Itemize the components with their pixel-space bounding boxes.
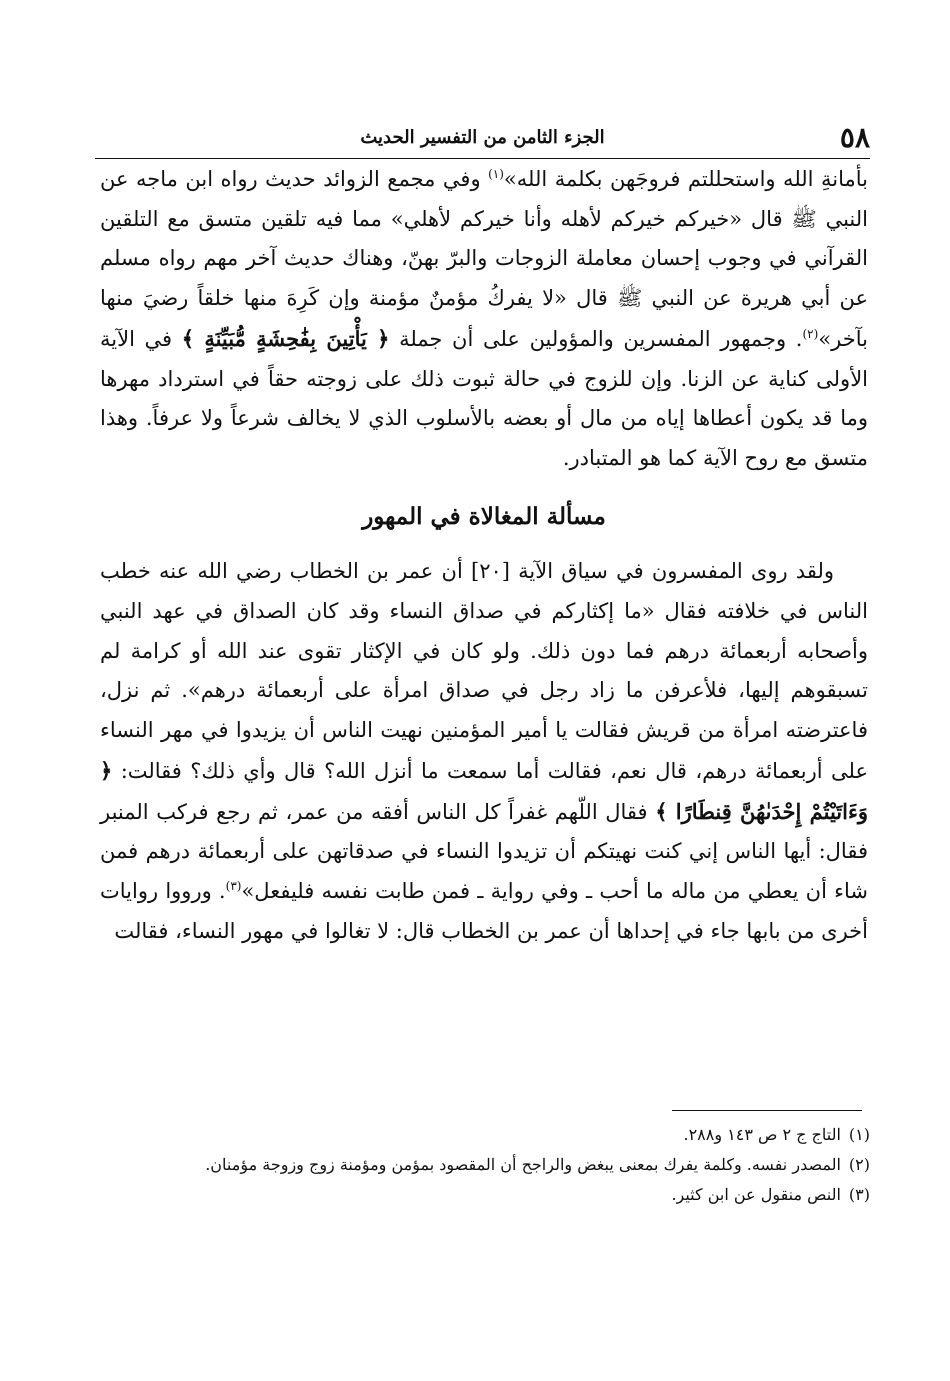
footnote-text: المصدر نفسه. وكلمة يفرك بمعنى يبغض والراجح أن المقصود بمؤمن ومؤمنة زوج وزوجة مؤمنان. xyxy=(205,1155,841,1174)
page-header xyxy=(95,118,870,159)
footnote-1 xyxy=(110,1120,870,1150)
footnote-text: النص منقول عن ابن كثير. xyxy=(671,1185,841,1204)
paragraph-1 xyxy=(100,160,868,479)
footnote-number: (١) xyxy=(848,1125,870,1144)
p2-text-c: . ورووا روايات أخرى من بابها جاء في إحداها أن عمر بن الخطاب قال: لا تغالوا في مهور النساء، فقالت xyxy=(100,878,868,943)
footnote-text: التاج ج ٢ ص ١٤٣ و٢٨٨. xyxy=(683,1125,841,1144)
p1-text-b: وفي مجمع الزوائد حديث رواه ابن ماجه عن النبي ﷺ قال «خيركم خيركم لأهله وأنا خيركم لأهلي» مما فيه تلقين متسق مع التلقين القرآني في وجوب إحسان معاملة الزوجات والبرّ بهنّ، وهناك حديث آخر مهم رواه مسلم عن أبي هريرة عن النبي ﷺ قال «لا يفركُ مؤمنٌ مؤمنة وإن كَرِهَ منها خلقاً رضيَ منها بآخر» xyxy=(100,167,868,351)
section-title: مسألة المغالاة في المهور xyxy=(362,502,606,530)
footnote-2 xyxy=(110,1150,870,1180)
footnote-number: (٣) xyxy=(848,1185,870,1204)
quran-quote-1: ﴿ يَأْتِينَ بِفَٰحِشَةٍ مُّبَيِّنَةٍ ﴾ xyxy=(181,325,390,351)
p1-text-d: في الآية الأولى كناية عن الزنا. وإن للزوج في حالة ثبوت ذلك على زوجته حقاً في استرداد مهرها وما قد يكون أعطاها إياه من مال أو بعضه بالأسلوب الذي لا يخالف شرعاً ولا عرفاً. وهذا متسق مع روح الآية كما هو المتبادر. xyxy=(100,326,868,470)
footnote-ref-1: (١) xyxy=(488,167,504,181)
running-title: الجزء الثامن من التفسير الحديث xyxy=(360,127,605,148)
quran-quote-2: ﴿ وَءَاتَيْتُمْ إِحْدَىٰهُنَّ قِنطَارًا ﴾ xyxy=(100,757,868,824)
p1-text-c: . وجمهور المفسرين والمؤولين على أن جملة xyxy=(389,326,803,351)
footnote-separator xyxy=(672,1110,862,1111)
footnotes xyxy=(110,1120,870,1210)
paragraph-2 xyxy=(100,552,868,951)
footnote-number: (٢) xyxy=(848,1155,870,1174)
footnote-3 xyxy=(110,1180,870,1210)
page-number: ٥٨ xyxy=(839,121,870,154)
footnote-ref-2: (٢) xyxy=(802,326,819,341)
p2-text-a: ولقد روى المفسرون في سياق الآية [٢٠] أن عمر بن الخطاب رضي الله عنه خطب الناس في خلافته فقال «ما إكثاركم في صداق النساء وقد كان الصداق في عهد النبي وأصحابه أربعمائة درهم فما دون ذلك. ولو كان في الإكثار تقوى عند الله أو كرامة لم تسبقوهم إليها، فلأعرفن ما زاد رجل في صداق امرأة على أربعمائة درهم». ثم نزل، فاعترضته امرأة من قريش فقالت يا أمير المؤمنين نهيت الناس أن يزيدوا في مهر النساء على أربعمائة درهم، قال نعم، فقالت أما سمعت ما أنزل الله؟ قال وأي ذلك؟ فقالت: xyxy=(100,559,868,783)
p1-text-a: بأمانةِ الله واستحللتم فروجَهن بكلمة الله» xyxy=(503,167,868,191)
main-text xyxy=(100,160,868,951)
p2-text-b: فقال اللّهم غفراً كل الناس أفقه من عمر، ثم رجع فركب المنبر فقال: أيها الناس إني كنت نهيتكم أن تزيدوا النساء في صدقاتهن على أربعمائة درهم فمن شاء أن يعطي من ماله ما أحب ـ وفي رواية ـ فمن طابت نفسه فليفعل» xyxy=(100,799,869,903)
footnote-ref-3: (٣) xyxy=(225,878,242,893)
